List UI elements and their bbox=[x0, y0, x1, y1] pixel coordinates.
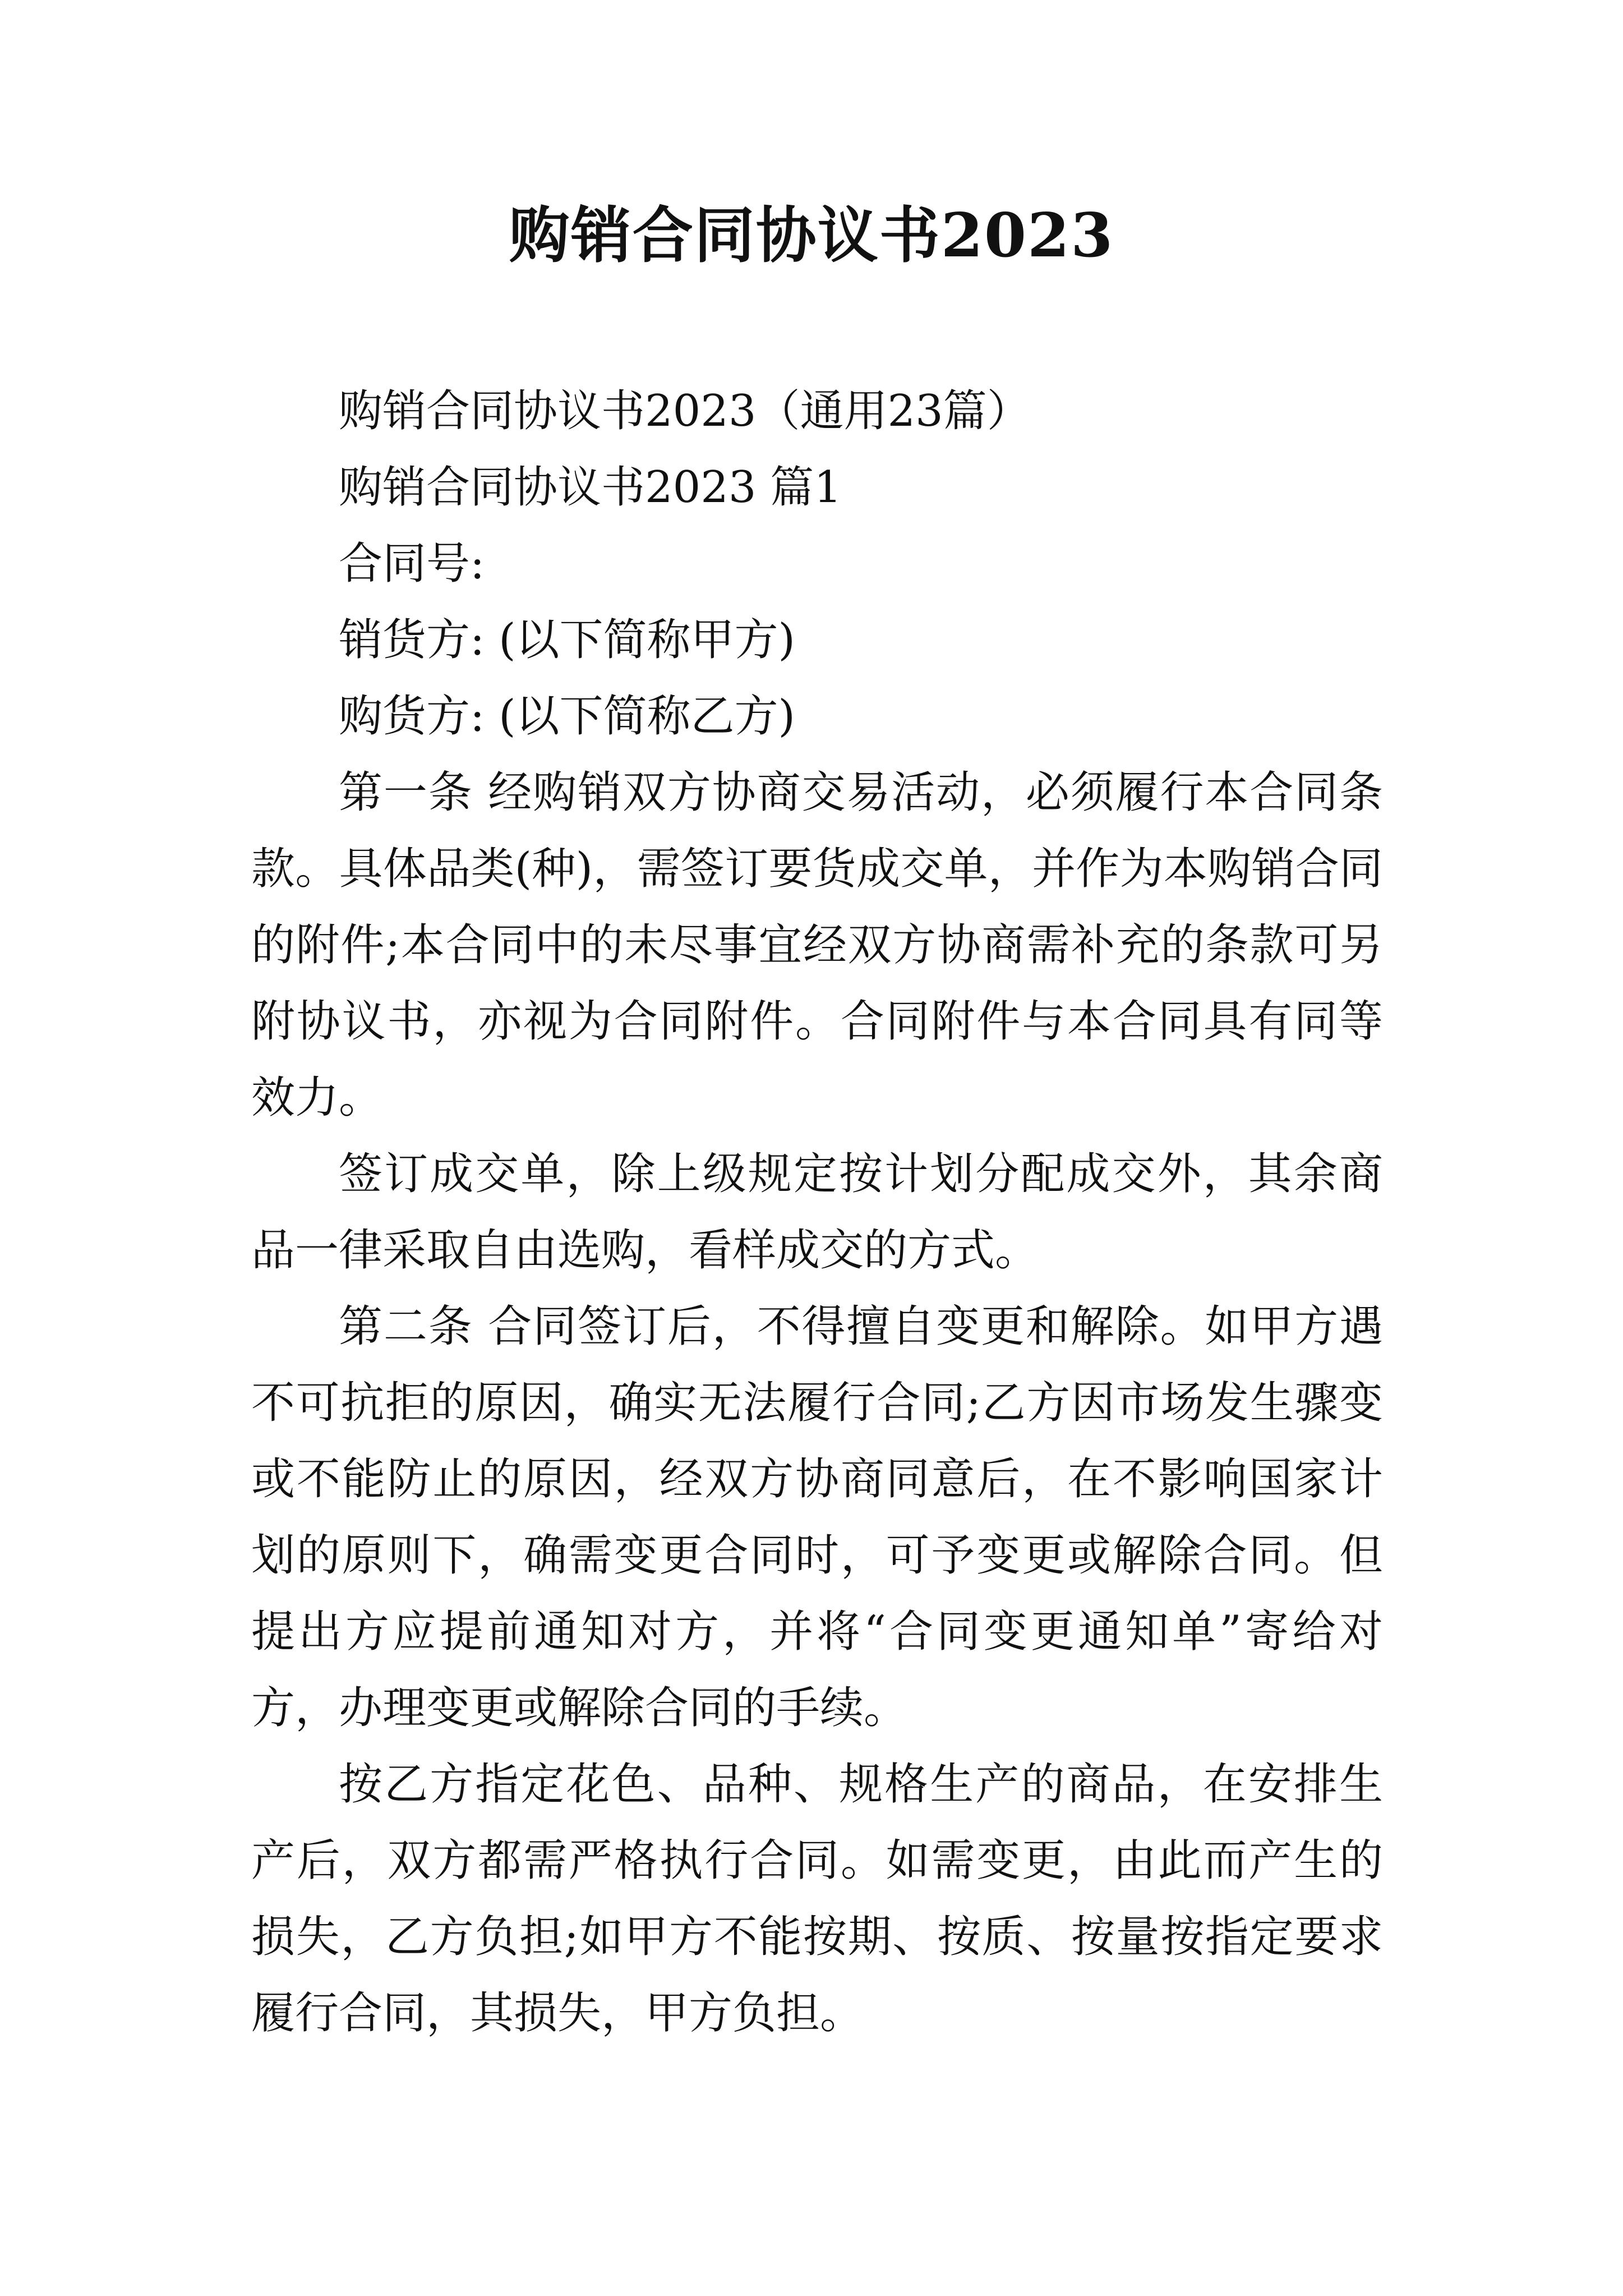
specified-goods-paragraph: 按乙方指定花色、品种、规格生产的商品，在安排生产后，双方都需严格执行合同。如需变更，由此而产生的损失，乙方负担;如甲方不能按期、按质、按量按指定要求履行合同，其损失，甲方负担。 bbox=[251, 1759, 1383, 2039]
seller-label: 销货方: (以下简称甲方) bbox=[339, 615, 795, 665]
buyer-label: 购货方: (以下简称乙方) bbox=[339, 691, 795, 742]
section-heading: 购销合同协议书2023 篇1 bbox=[339, 462, 842, 513]
contract-number-label: 合同号: bbox=[339, 539, 485, 589]
document-body bbox=[251, 373, 1383, 2051]
order-form-paragraph: 签订成交单，除上级规定按计划分配成交外，其余商品一律采取自由选购，看样成交的方式。 bbox=[251, 1149, 1383, 1276]
clause-2-paragraph: 第二条 合同签订后，不得擅自变更和解除。如甲方遇不可抗拒的原因，确实无法履行合同;乙方因市场发生骤变或不能防止的原因，经双方协商同意后，在不影响国家计划的原则下，确需变更合同时，可予变更或解除合同。但提出方应提前通知对方，并将“合同变更通知单”寄给对方，办理变更或解除合同的手续。 bbox=[251, 1301, 1383, 1733]
clause-1-paragraph: 第一条 经购销双方协商交易活动，必须履行本合同条款。具体品类(种)，需签订要货成交单，并作为本购销合同的附件;本合同中的未尽事宜经双方协商需补充的条款可另附协议书，亦视为合同附件。合同附件与本合同具有同等效力。 bbox=[251, 767, 1383, 1123]
document-title: 购销合同协议书2023 bbox=[509, 200, 1114, 271]
document-subtitle: 购销合同协议书2023（通用23篇） bbox=[339, 386, 1031, 436]
